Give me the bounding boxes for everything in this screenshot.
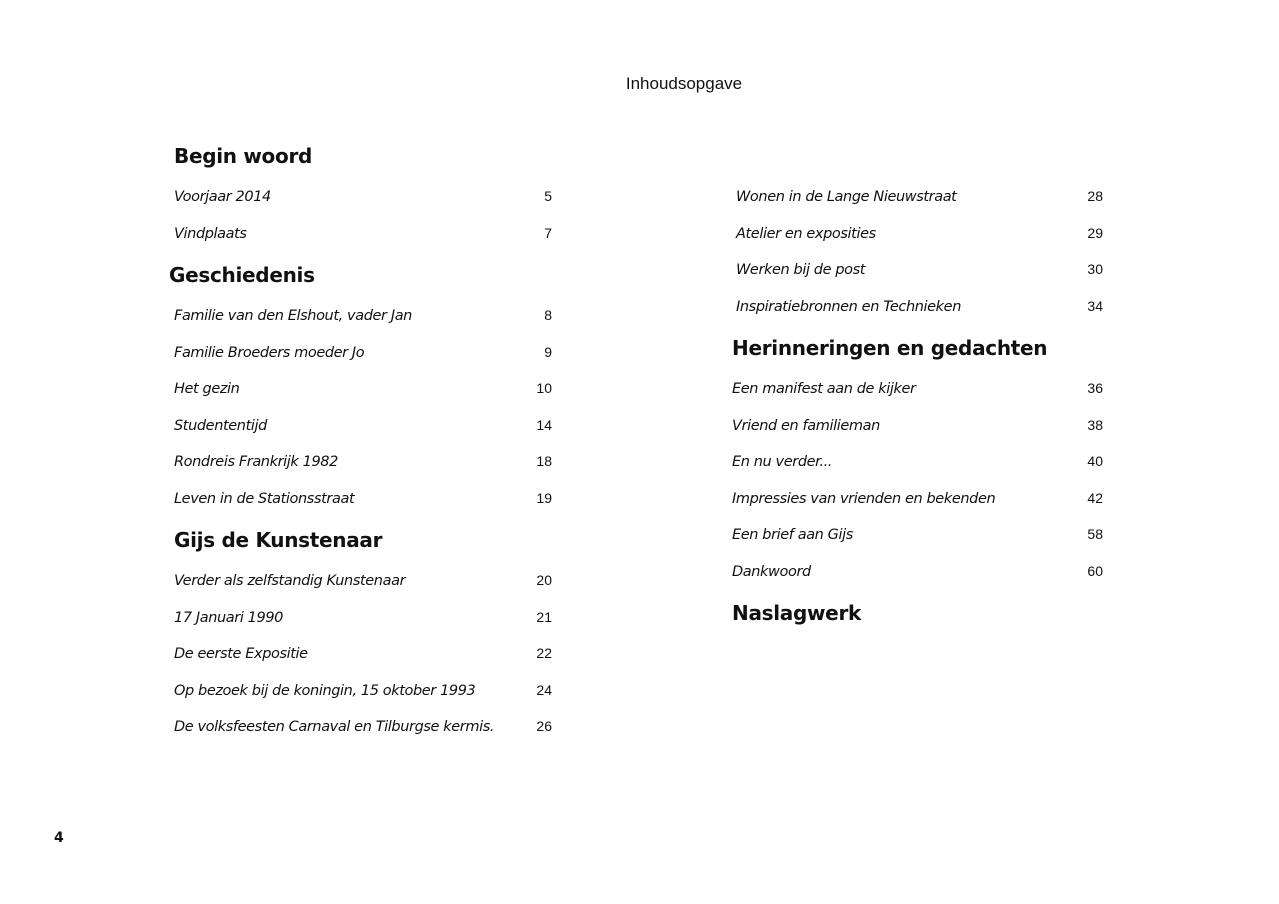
- toc-entry-page: 30: [1087, 261, 1103, 277]
- toc-entry-page: 19: [536, 489, 552, 506]
- toc-entry-title: Op bezoek bij de koningin, 15 oktober 1993: [174, 682, 476, 699]
- toc-entry-title: Dankwoord: [732, 563, 811, 580]
- toc-entry-page: 10: [536, 380, 552, 396]
- toc-entry[interactable]: [732, 288, 1103, 325]
- toc-entry-page: 36: [1087, 380, 1103, 396]
- toc-entry-title: Vriend en familieman: [732, 417, 880, 434]
- toc-entry-title: Atelier en exposities: [736, 225, 876, 242]
- toc-entry[interactable]: [174, 370, 552, 407]
- toc-entry-page: 34: [1087, 297, 1103, 314]
- toc-entry[interactable]: [174, 297, 552, 334]
- toc-entry[interactable]: [732, 178, 1103, 215]
- toc-entry-page: 60: [1087, 562, 1103, 579]
- toc-entry[interactable]: [732, 407, 1103, 444]
- toc-entry-page: 21: [536, 608, 552, 625]
- toc-entry-title: De volksfeesten Carnaval en Tilburgse kermis.: [174, 719, 495, 735]
- toc-entry[interactable]: [174, 407, 552, 444]
- toc-entry-page: 7: [544, 224, 552, 241]
- toc-entry-page: 22: [536, 645, 552, 661]
- toc-entry[interactable]: [174, 635, 552, 672]
- section-heading: Herinneringen en gedachten: [732, 336, 1048, 360]
- toc-entry[interactable]: [732, 215, 1103, 252]
- toc-entry-page: 26: [536, 718, 552, 734]
- toc-entry[interactable]: [732, 516, 1103, 553]
- toc-entry-title: Het gezin: [174, 381, 240, 397]
- toc-entry[interactable]: [174, 672, 552, 709]
- toc-entry[interactable]: [732, 370, 1103, 407]
- toc-entry[interactable]: [732, 443, 1103, 480]
- toc-entry-title: Een manifest aan de kijker: [732, 381, 916, 397]
- toc-entry-page: 58: [1087, 526, 1103, 542]
- section-heading: Begin woord: [174, 144, 313, 168]
- section-heading: Gijs de Kunstenaar: [174, 528, 383, 552]
- toc-entry-title: De eerste Expositie: [174, 646, 308, 662]
- toc-entry-page: 42: [1087, 489, 1103, 506]
- toc-entry[interactable]: [732, 553, 1103, 590]
- toc-entry-page: 40: [1087, 453, 1103, 469]
- section-heading: Naslagwerk: [732, 601, 862, 625]
- toc-entry-page: 38: [1087, 416, 1103, 433]
- toc-entry[interactable]: [174, 215, 552, 252]
- toc-entry[interactable]: [732, 480, 1103, 517]
- toc-entry[interactable]: [174, 599, 552, 636]
- toc-entry-page: 18: [536, 453, 552, 469]
- toc-entry-title: Rondreis Frankrijk 1982: [174, 454, 338, 470]
- toc-entry-page: 5: [544, 188, 552, 204]
- toc-left-column: [169, 142, 552, 745]
- toc-entry[interactable]: [174, 334, 552, 371]
- section-heading: Geschiedenis: [169, 263, 315, 287]
- toc-entry-page: 20: [536, 572, 552, 588]
- toc-entry-page: 9: [544, 343, 552, 360]
- toc-entry-page: 14: [536, 416, 552, 433]
- toc-entry-title: Wonen in de Lange Nieuwstraat: [736, 189, 957, 205]
- toc-entry-title: Leven in de Stationsstraat: [174, 490, 355, 507]
- toc-entry-page: 28: [1087, 188, 1103, 204]
- toc-entry-title: Voorjaar 2014: [174, 189, 271, 205]
- page-title: Inhoudsopgave: [625, 74, 743, 93]
- toc-entry-title: Impressies van vrienden en bekenden: [732, 490, 996, 507]
- toc-entry[interactable]: [174, 708, 552, 745]
- toc-entry-title: Een brief aan Gijs: [732, 527, 853, 543]
- toc-entry-title: Inspiratiebronnen en Technieken: [736, 298, 961, 315]
- page-number: 4: [54, 830, 64, 846]
- toc-entry[interactable]: [174, 480, 552, 517]
- toc-entry-title: Familie van den Elshout, vader Jan: [174, 308, 412, 324]
- toc-entry-title: Werken bij de post: [736, 262, 866, 278]
- toc-entry[interactable]: [174, 443, 552, 480]
- toc-entry[interactable]: [174, 562, 552, 599]
- toc-right-column: [732, 178, 1103, 635]
- toc-entry-page: 24: [536, 681, 552, 698]
- toc-entry-page: 8: [544, 307, 552, 323]
- toc-entry-title: Familie Broeders moeder Jo: [174, 344, 365, 361]
- toc-entry[interactable]: [174, 178, 552, 215]
- toc-entry-page: 29: [1087, 224, 1103, 241]
- toc-entry-title: Verder als zelfstandig Kunstenaar: [174, 573, 406, 589]
- toc-entry-title: En nu verder...: [732, 454, 832, 470]
- toc-entry-title: Studententijd: [174, 417, 267, 434]
- toc-entry[interactable]: [732, 251, 1103, 288]
- toc-entry-title: 17 Januari 1990: [174, 609, 283, 626]
- toc-entry-title: Vindplaats: [174, 225, 247, 242]
